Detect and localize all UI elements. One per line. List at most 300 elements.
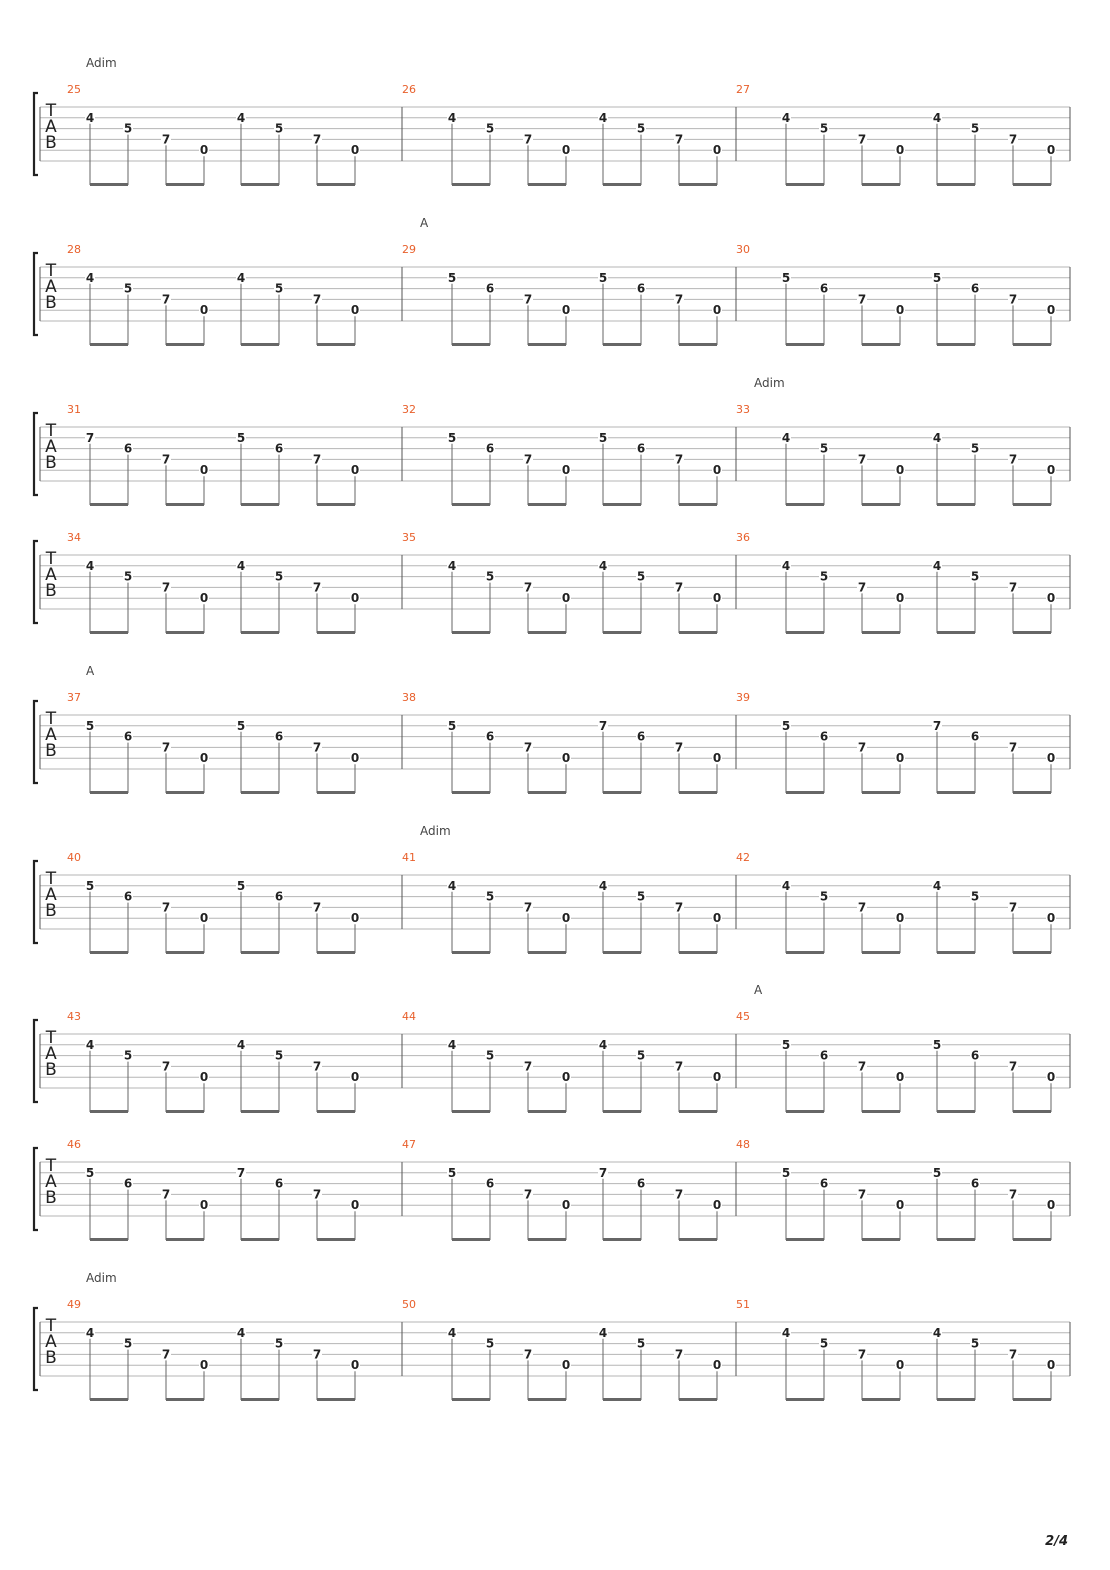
fret-number: 0 [1046,1070,1056,1085]
fret-number: 7 [674,292,684,307]
note-beam [317,343,355,346]
fret-number: 7 [1008,740,1018,755]
fret-number: 6 [819,1176,829,1191]
tab-clef-letter: T [45,1156,57,1176]
fret-number: 6 [123,889,133,904]
tab-clef-letter: A [45,1172,57,1192]
fret-number: 0 [350,1358,360,1373]
fret-number: 4 [85,270,95,285]
measure-number: 35 [402,531,416,544]
fret-number: 0 [1046,463,1056,478]
note-beam [862,183,900,186]
fret-number: 0 [561,1198,571,1213]
note-beam [452,791,490,794]
fret-number: 0 [199,591,209,606]
note-beam [528,183,566,186]
note-beam [1013,791,1051,794]
fret-number: 4 [598,1325,608,1340]
note-beam [452,343,490,346]
fret-number: 5 [485,569,495,584]
fret-number: 4 [781,878,791,893]
fret-number: 0 [712,591,722,606]
fret-number: 0 [1046,143,1056,158]
fret-number: 5 [447,718,457,733]
fret-number: 7 [674,1187,684,1202]
fret-number: 5 [970,441,980,456]
fret-number: 0 [199,303,209,318]
fret-number: 5 [598,430,608,445]
fret-number: 5 [819,121,829,136]
fret-number: 7 [161,452,171,467]
measure-number: 49 [67,1298,81,1311]
tab-clef-letter: A [45,1044,57,1064]
fret-number: 4 [598,110,608,125]
fret-number: 4 [932,430,942,445]
note-beam [528,791,566,794]
fret-number: 5 [636,569,646,584]
fret-number: 4 [781,1325,791,1340]
fret-number: 4 [447,1325,457,1340]
note-beam [317,951,355,954]
fret-number: 7 [857,740,867,755]
note-beam [90,1238,128,1241]
fret-number: 7 [674,452,684,467]
fret-number: 6 [123,1176,133,1191]
fret-number: 7 [857,452,867,467]
note-beam [166,343,204,346]
note-beam [317,791,355,794]
fret-number: 6 [636,441,646,456]
tab-clef-letter: T [45,101,57,121]
fret-number: 4 [447,1037,457,1052]
system-bracket [34,253,38,335]
fret-number: 0 [712,143,722,158]
fret-number: 7 [161,1059,171,1074]
note-beam [166,631,204,634]
fret-number: 7 [1008,580,1018,595]
fret-number: 5 [970,1336,980,1351]
fret-number: 7 [523,900,533,915]
fret-number: 6 [123,729,133,744]
note-beam [1013,183,1051,186]
note-beam [937,343,975,346]
fret-number: 6 [274,729,284,744]
fret-number: 5 [274,121,284,136]
fret-number: 7 [932,718,942,733]
note-beam [786,1398,824,1401]
fret-number: 5 [485,121,495,136]
fret-number: 7 [523,1347,533,1362]
fret-number: 0 [712,1358,722,1373]
fret-number: 5 [274,1336,284,1351]
fret-number: 7 [674,1059,684,1074]
chord-label: Adim [86,1271,117,1285]
fret-number: 5 [85,718,95,733]
chord-label: A [754,983,763,997]
note-beam [241,183,279,186]
fret-number: 0 [199,751,209,766]
chord-label: A [86,664,95,678]
note-beam [166,1238,204,1241]
note-beam [452,183,490,186]
note-beam [786,1238,824,1241]
system-bracket [34,861,38,943]
fret-number: 0 [561,463,571,478]
measure-number: 42 [736,851,750,864]
measure-number: 39 [736,691,750,704]
measure-number: 29 [402,243,416,256]
fret-number: 4 [236,1037,246,1052]
tab-clef-letter: T [45,709,57,729]
tab-clef-letter: A [45,725,57,745]
note-beam [241,503,279,506]
measure-number: 31 [67,403,81,416]
fret-number: 5 [819,569,829,584]
note-beam [679,1398,717,1401]
fret-number: 4 [598,1037,608,1052]
note-beam [241,1110,279,1113]
fret-number: 5 [819,889,829,904]
measure-number: 33 [736,403,750,416]
fret-number: 7 [598,1165,608,1180]
note-beam [90,631,128,634]
fret-number: 5 [236,878,246,893]
note-beam [603,1238,641,1241]
fret-number: 0 [350,143,360,158]
fret-number: 6 [970,281,980,296]
fret-number: 6 [970,1048,980,1063]
measure-number: 50 [402,1298,416,1311]
note-beam [452,631,490,634]
note-beam [528,631,566,634]
fret-number: 7 [857,132,867,147]
fret-number: 5 [781,1037,791,1052]
note-beam [241,1238,279,1241]
fret-number: 5 [447,270,457,285]
fret-number: 0 [561,1358,571,1373]
fret-number: 0 [199,1198,209,1213]
fret-number: 5 [236,430,246,445]
note-beam [603,183,641,186]
fret-number: 0 [712,1198,722,1213]
fret-number: 5 [970,569,980,584]
note-beam [786,951,824,954]
note-beam [603,1398,641,1401]
fret-number: 0 [1046,303,1056,318]
fret-number: 5 [485,889,495,904]
measure-number: 38 [402,691,416,704]
note-beam [166,951,204,954]
tab-clef-letter: B [45,1348,57,1368]
fret-number: 6 [274,889,284,904]
note-beam [862,503,900,506]
tab-clef-letter: B [45,1060,57,1080]
measure-number: 36 [736,531,750,544]
fret-number: 0 [350,1070,360,1085]
note-beam [90,1398,128,1401]
fret-number: 6 [485,1176,495,1191]
tab-clef-letter: B [45,581,57,601]
note-beam [862,951,900,954]
fret-number: 0 [1046,1198,1056,1213]
fret-number: 5 [447,1165,457,1180]
fret-number: 6 [485,281,495,296]
fret-number: 7 [857,1347,867,1362]
note-beam [937,631,975,634]
note-beam [679,1110,717,1113]
system-bracket [34,541,38,623]
fret-number: 5 [636,121,646,136]
note-beam [1013,631,1051,634]
fret-number: 7 [236,1165,246,1180]
fret-number: 6 [274,1176,284,1191]
fret-number: 5 [85,878,95,893]
note-beam [603,631,641,634]
note-beam [452,1398,490,1401]
fret-number: 0 [350,751,360,766]
measure-number: 40 [67,851,81,864]
note-beam [90,343,128,346]
tab-clef-letter: B [45,901,57,921]
fret-number: 6 [274,441,284,456]
note-beam [317,1398,355,1401]
note-beam [786,183,824,186]
note-beam [1013,951,1051,954]
note-beam [603,791,641,794]
system-bracket [34,1020,38,1102]
fret-number: 5 [636,889,646,904]
fret-number: 7 [523,132,533,147]
fret-number: 0 [895,1358,905,1373]
fret-number: 6 [636,1176,646,1191]
measure-number: 48 [736,1138,750,1151]
note-beam [90,183,128,186]
fret-number: 7 [523,580,533,595]
fret-number: 6 [123,441,133,456]
note-beam [1013,1110,1051,1113]
fret-number: 4 [932,110,942,125]
fret-number: 7 [1008,132,1018,147]
fret-number: 7 [674,1347,684,1362]
note-beam [452,1238,490,1241]
note-beam [937,791,975,794]
measure-number: 32 [402,403,416,416]
fret-number: 0 [561,1070,571,1085]
fret-number: 7 [312,452,322,467]
note-beam [786,631,824,634]
fret-number: 4 [236,270,246,285]
tab-clef-letter: B [45,1188,57,1208]
fret-number: 7 [85,430,95,445]
note-beam [862,343,900,346]
fret-number: 5 [819,1336,829,1351]
fret-number: 0 [712,751,722,766]
note-beam [317,183,355,186]
note-beam [679,503,717,506]
fret-number: 7 [312,1059,322,1074]
fret-number: 5 [636,1048,646,1063]
measure-number: 45 [736,1010,750,1023]
fret-number: 4 [85,558,95,573]
fret-number: 6 [819,729,829,744]
fret-number: 7 [523,1059,533,1074]
note-beam [1013,503,1051,506]
measure-number: 47 [402,1138,416,1151]
tab-clef-letter: T [45,869,57,889]
note-beam [862,631,900,634]
fret-number: 0 [712,911,722,926]
note-beam [937,1398,975,1401]
note-beam [603,343,641,346]
fret-number: 5 [485,1048,495,1063]
note-beam [1013,343,1051,346]
fret-number: 7 [312,740,322,755]
note-beam [603,1110,641,1113]
note-beam [528,343,566,346]
note-beam [679,343,717,346]
fret-number: 7 [312,580,322,595]
fret-number: 5 [85,1165,95,1180]
fret-number: 0 [895,751,905,766]
tab-clef-letter: A [45,117,57,137]
note-beam [241,631,279,634]
note-beam [1013,1238,1051,1241]
fret-number: 0 [350,1198,360,1213]
note-beam [679,951,717,954]
fret-number: 4 [236,1325,246,1340]
system-bracket [34,1308,38,1390]
note-beam [1013,1398,1051,1401]
note-beam [937,1238,975,1241]
fret-number: 0 [712,1070,722,1085]
note-beam [452,1110,490,1113]
fret-number: 4 [932,878,942,893]
fret-number: 5 [781,270,791,285]
fret-number: 0 [895,463,905,478]
chord-label: Adim [420,824,451,838]
fret-number: 0 [561,911,571,926]
note-beam [679,1238,717,1241]
fret-number: 7 [857,292,867,307]
fret-number: 5 [274,281,284,296]
fret-number: 0 [895,911,905,926]
chord-label: Adim [754,376,785,390]
note-beam [241,951,279,954]
fret-number: 0 [350,591,360,606]
fret-number: 0 [561,591,571,606]
system-bracket [34,413,38,495]
fret-number: 7 [161,740,171,755]
tab-clef-letter: B [45,741,57,761]
fret-number: 7 [1008,1347,1018,1362]
note-beam [90,503,128,506]
tab-clef-letter: B [45,133,57,153]
fret-number: 6 [970,1176,980,1191]
measure-number: 26 [402,83,416,96]
fret-number: 7 [1008,1187,1018,1202]
note-beam [528,1238,566,1241]
measure-number: 30 [736,243,750,256]
fret-number: 4 [781,430,791,445]
tab-clef-letter: A [45,565,57,585]
note-beam [90,1110,128,1113]
note-beam [862,791,900,794]
measure-number: 43 [67,1010,81,1023]
fret-number: 6 [485,729,495,744]
fret-number: 5 [485,1336,495,1351]
fret-number: 6 [819,1048,829,1063]
fret-number: 4 [236,558,246,573]
note-beam [937,951,975,954]
note-beam [166,183,204,186]
fret-number: 7 [161,1187,171,1202]
fret-number: 4 [598,878,608,893]
fret-number: 0 [895,591,905,606]
fret-number: 5 [781,1165,791,1180]
fret-number: 5 [274,1048,284,1063]
note-beam [317,503,355,506]
tab-clef-letter: T [45,549,57,569]
fret-number: 0 [1046,911,1056,926]
fret-number: 0 [350,911,360,926]
fret-number: 5 [598,270,608,285]
fret-number: 5 [970,121,980,136]
note-beam [786,503,824,506]
fret-number: 5 [123,1048,133,1063]
fret-number: 4 [447,878,457,893]
note-beam [90,791,128,794]
fret-number: 4 [85,1037,95,1052]
fret-number: 7 [1008,452,1018,467]
note-beam [786,1110,824,1113]
fret-number: 7 [523,740,533,755]
fret-number: 7 [312,900,322,915]
fret-number: 5 [932,1037,942,1052]
fret-number: 5 [123,121,133,136]
note-beam [528,1110,566,1113]
note-beam [786,791,824,794]
note-beam [241,791,279,794]
fret-number: 5 [123,1336,133,1351]
note-beam [90,951,128,954]
note-beam [317,631,355,634]
tab-clef-letter: A [45,437,57,457]
fret-number: 7 [857,900,867,915]
note-beam [317,1110,355,1113]
fret-number: 0 [1046,751,1056,766]
tab-clef-letter: T [45,261,57,281]
fret-number: 5 [447,430,457,445]
fret-number: 7 [857,1187,867,1202]
fret-number: 0 [712,303,722,318]
note-beam [166,1398,204,1401]
fret-number: 7 [857,1059,867,1074]
fret-number: 7 [1008,1059,1018,1074]
note-beam [241,343,279,346]
fret-number: 0 [199,1358,209,1373]
fret-number: 4 [781,110,791,125]
fret-number: 0 [895,1198,905,1213]
note-beam [786,343,824,346]
fret-number: 5 [781,718,791,733]
fret-number: 7 [312,1187,322,1202]
note-beam [937,183,975,186]
measure-number: 25 [67,83,81,96]
fret-number: 0 [561,143,571,158]
fret-number: 5 [970,889,980,904]
fret-number: 4 [85,1325,95,1340]
tab-clef-letter: A [45,277,57,297]
